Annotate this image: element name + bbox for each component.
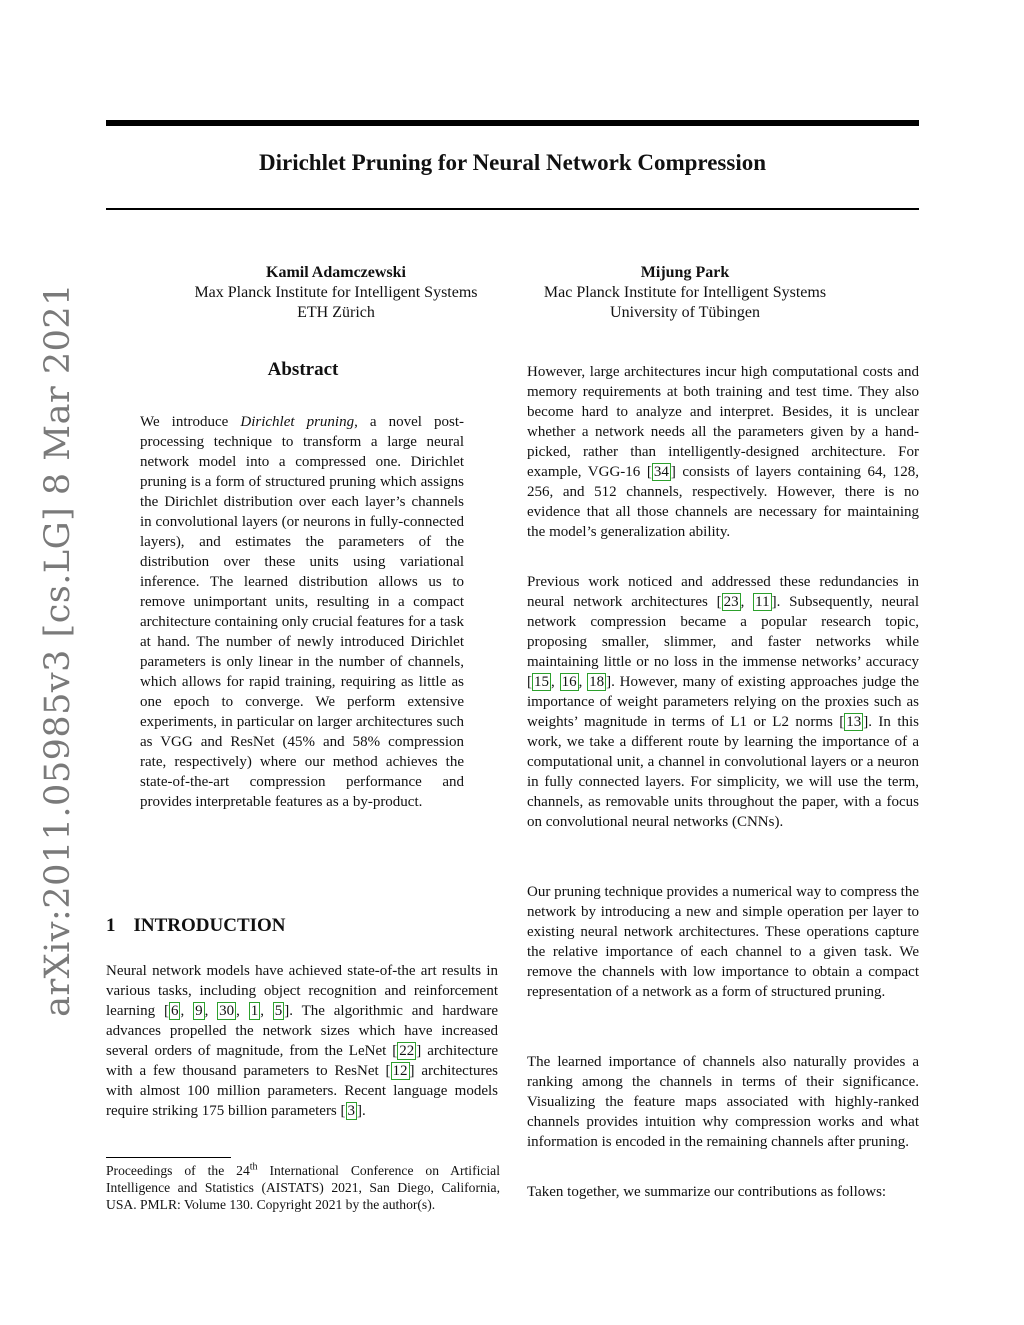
citation-link[interactable]: 34 xyxy=(653,464,669,480)
author-affiliation: University of Tübingen xyxy=(610,304,760,321)
title-rule-bottom xyxy=(106,208,919,210)
footnote xyxy=(106,1162,500,1213)
right-paragraph-5 xyxy=(527,1182,919,1202)
paragraph-text: . Subsequently, neural network compression became a popular research topic, proposing smaller, slimmer, and faster networks while maintaining little or no loss in the immense networks’ accuracy xyxy=(527,594,920,670)
citation-link[interactable]: 18 xyxy=(589,674,605,690)
paragraph-text: The learned importance of channels also naturally provides a ranking among the channels in terms of their significance. Visualizing the feature maps associated with highly-ranked channels provides intuition why compression works and what information is encoded in the remaining channels after pruning. xyxy=(527,1054,919,1150)
intro-text: Neural network models have achieved state-of-the art results in various tasks, including object recognition and reinforcement learning xyxy=(106,963,498,1019)
abstract-heading: Abstract xyxy=(267,359,339,380)
citation-link[interactable]: 9 xyxy=(195,1003,203,1019)
footnote-superscript: th xyxy=(249,1161,258,1173)
paragraph-text: Previous work noticed and addressed these redundancies in neural network architectures xyxy=(527,574,919,610)
intro-paragraph: Neural network models have achieved state-of-the art results in various tasks, including object recognition and reinforcement learning [ 6 , 9 , 30 , 1 , 5 ]. The algorithmic and hardware advances propelled the network sizes which have increased several orders of magnitude, from the LeNet [ 22 ] architecture with a few thousand parameters to ResNet [ 12 ] architectures with almost 100 million parameters. Recent language models require striking 175 billion parameters [ 3 ]. xyxy=(106,963,499,1119)
paragraph-text: consists of layers containing 64, 128, 256, and 512 channels, respectively. However, there is no evidence that all those channels are necessary for maintaining the model’s generalization ability. xyxy=(527,464,920,540)
intro-text: . The algorithmic and hardware advances propelled the network sizes which have increased several orders of magnitude, from the LeNet xyxy=(106,1003,499,1059)
intro-text: . xyxy=(362,1103,366,1119)
citation-link[interactable]: 30 xyxy=(219,1003,235,1019)
intro-text: architectures with almost 100 million parameters. Recent language models require striking 175 billion parameters xyxy=(106,1063,498,1119)
intro-text: architecture with a few thousand parameters to ResNet xyxy=(106,1043,498,1079)
abstract-text: , a novel post-processing technique to transform a large neural network model into a compressed one. Dirichlet pruning is a form of structured pruning which assigns the Dirichlet distribution over each layer’s channels in convolutional layers (or neurons in fully-connected layers), and estimates the parameters of the distribution over these units using variational inference. The learned distribution allows us to remove unimportant units, resulting in a compact architecture containing only crucial features for a task at hand. The number of newly introduced Dirichlet parameters is only linear in the number of channels, which allows for rapid training, requiring as little as one epoch to converge. We perform extensive experiments, in particular on larger architectures such as VGG and ResNet (45% and 58% compression rate, respectively) where our method achieves the state-of-the-art compression performance and provides interpretable features as a by-product. xyxy=(140,414,464,810)
right-paragraph-2: Previous work noticed and addressed these redundancies in neural network architectures [ 23 , 11 ]. Subsequently, neural network compression became a popular research topic, proposing smaller, slimmer, and faster networks while maintaining little or no loss in the immense networks’ accuracy [ 15 , 16 , 18 ]. However, many of existing approaches judge the importance of weight parameters relying on the proxies such as weights’ magnitude in terms of L1 or L2 norms [ 13 ]. In this work, we take a different route by learning the importance of a computational unit, a channel in convolutional layers or a neuron in fully connected layers. For simplicity, we will use the term, channels, as removable units throughout the paper, with a focus on convolutional neural networks (CNNs). xyxy=(527,574,920,830)
author-affiliation: Max Planck Institute for Intelligent Systems xyxy=(194,284,478,301)
citation-link[interactable]: 1 xyxy=(250,1003,259,1019)
abstract-text: We introduce xyxy=(140,414,241,430)
citation-link[interactable]: 5 xyxy=(274,1003,283,1019)
section-number: 1 xyxy=(106,915,116,936)
citation-link[interactable]: 23 xyxy=(723,594,739,610)
right-paragraph-1: However, large architectures incur high computational costs and memory requirements at both training and test time. They also become hard to analyze and interpret. Besides, it is unclear whether a network needs all the parameters given by a hand-picked, rather than intelligently-designed architecture. For example, VGG-16 [ 34 ] consists of layers containing 64, 128, 256, and 512 channels, respectively. However, there is no evidence that all those channels are necessary for maintaining the model’s generalization ability. xyxy=(527,364,920,540)
footnote-text: Proceedings of the 24 xyxy=(106,1163,250,1178)
author-name: Mijung Park xyxy=(640,264,730,281)
footnote-rule xyxy=(106,1157,231,1158)
citation-link[interactable]: 22 xyxy=(399,1043,415,1059)
citation-link[interactable]: 6 xyxy=(170,1003,179,1019)
citation-link[interactable]: 15 xyxy=(534,674,549,690)
citation-link[interactable]: 11 xyxy=(755,594,770,610)
citation-link[interactable]: 3 xyxy=(347,1103,356,1119)
section-heading xyxy=(106,915,286,937)
author-block-2 xyxy=(519,263,851,323)
author-affiliation: Mac Planck Institute for Intelligent Systems xyxy=(543,284,827,301)
author-affiliation: ETH Zürich xyxy=(297,304,375,321)
right-paragraph-4 xyxy=(527,1052,919,1152)
paragraph-text: . In this work, we take a different route by learning the importance of a computational unit, a channel in convolutional layers or a neuron in fully connected layers. For simplicity, we will use the term, channels, as removable units throughout the paper, with a focus on convolutional neural networks (CNNs). xyxy=(527,714,919,830)
author-block-1 xyxy=(170,263,502,323)
footnote-text: International Conference on Artificial Intelligence and Statistics (AISTATS) 2021, San Diego, California, USA. PMLR: Volume 130. Copyright 2021 by the author(s). xyxy=(106,1163,500,1212)
citation-link[interactable]: 16 xyxy=(561,674,577,690)
right-paragraph-3 xyxy=(527,882,919,1002)
abstract-body xyxy=(140,412,464,812)
paper-title: Dirichlet Pruning for Neural Network Compression xyxy=(258,150,767,175)
paragraph-text: Taken together, we summarize our contributions as follows: xyxy=(527,1184,887,1200)
abstract-emphasis: Dirichlet pruning xyxy=(240,414,355,430)
paragraph-text: . However, many of existing approaches judge the importance of weight parameters relying on the proxies such as weights’ magnitude in terms of L1 or L2 norms xyxy=(527,674,920,730)
arxiv-identifier: arXiv:2011.05985v3 [cs.LG] 8 Mar 2021 xyxy=(38,283,78,1017)
author-name: Kamil Adamczewski xyxy=(266,264,406,281)
paragraph-text: However, large architectures incur high computational costs and memory requirements at both training and test time. They also become hard to analyze and interpret. Besides, it is unclear whether a network needs all the parameters given by a hand-picked, rather than intelligently-designed architecture. For example, VGG-16 xyxy=(527,364,919,480)
title-rule-top xyxy=(106,120,919,126)
citation-link[interactable]: 13 xyxy=(846,714,862,730)
paragraph-text: Our pruning technique provides a numerical way to compress the network by introducing a new and simple operation per layer to existing neural network architectures. These operations capture the relative importance of each channel to a given task. We remove the channels with low importance to obtain a compact representation of a network as a form of structured pruning. xyxy=(527,884,919,1000)
section-title: INTRODUCTION xyxy=(133,915,286,936)
citation-link[interactable]: 12 xyxy=(392,1063,408,1079)
